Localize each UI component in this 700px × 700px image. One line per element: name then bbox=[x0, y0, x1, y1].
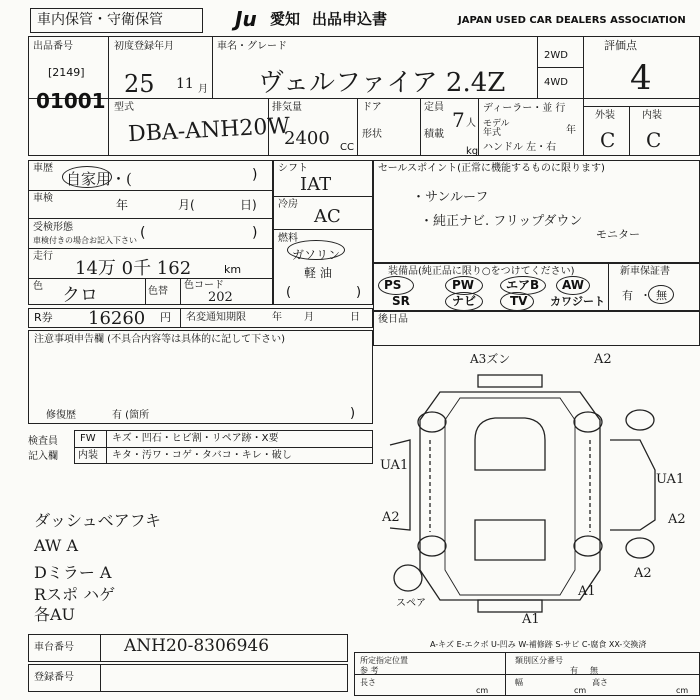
caution-label: 注意事項申告欄 (不具合内容等は具体的に記して下さい) bbox=[34, 334, 285, 345]
fuel-gasoline: ガソリン bbox=[292, 248, 341, 262]
capacity-unit: 人 bbox=[466, 118, 476, 129]
load-label: 積載 bbox=[424, 129, 444, 140]
reg-date-label: 初度登録年月 bbox=[114, 41, 174, 52]
length-label: 長さ bbox=[360, 678, 376, 687]
diagram-label-ua1-right: UA1 bbox=[656, 472, 685, 487]
warranty-yes: 有 bbox=[622, 289, 633, 302]
width-label: 幅 bbox=[515, 678, 523, 687]
fw-label: FW bbox=[80, 433, 96, 444]
interior-label: 内装 bbox=[642, 110, 662, 121]
diagram-label-a2-top: A2 bbox=[594, 352, 612, 367]
model-label: 車名・グレード bbox=[217, 41, 287, 52]
ju-logo: Ju bbox=[235, 7, 257, 31]
form-title: 出品申込書 bbox=[312, 10, 388, 28]
diagram-label-front: A3ズン bbox=[470, 352, 511, 366]
reg-year: 25 bbox=[124, 70, 155, 98]
diagram-label-a1-bottom: A1 bbox=[522, 612, 540, 627]
association-name: JAPAN USED CAR DEALERS ASSOCIATION bbox=[458, 15, 686, 26]
width-unit: cm bbox=[574, 686, 587, 695]
displacement-unit: CC bbox=[340, 142, 354, 153]
displacement-label: 排気量 bbox=[272, 102, 302, 113]
recycle-unit: 円 bbox=[160, 311, 171, 324]
warranty-no: 無 bbox=[656, 289, 667, 302]
later-items-label: 後日品 bbox=[378, 314, 408, 325]
type-label: 型式 bbox=[114, 102, 134, 113]
color-code-value: 202 bbox=[208, 290, 233, 305]
note-spoiler: Rスポ ハゲ bbox=[34, 585, 116, 604]
assoc-prefecture: 愛知 bbox=[270, 10, 301, 28]
class-label: 類別区分番号 bbox=[515, 656, 563, 665]
lot-sub: [2149] bbox=[48, 66, 85, 79]
inspection-year: 年 bbox=[116, 198, 129, 212]
equip-tv: TV bbox=[510, 294, 528, 308]
history-close: ) bbox=[252, 167, 258, 183]
sales-line-1: ・サンルーフ bbox=[412, 190, 489, 205]
class-no: 無 bbox=[590, 666, 598, 675]
handle-label: ハンドル 左・右 bbox=[483, 142, 557, 153]
inspection-day: 日) bbox=[240, 198, 257, 212]
ac-value: AC bbox=[314, 206, 341, 227]
interior-check-items: キタ・汚ワ・コゲ・タバコ・キレ・破し bbox=[112, 450, 292, 461]
color-change-label: 色替 bbox=[148, 286, 168, 297]
equip-pw: PW bbox=[452, 278, 475, 292]
color-label: 色 bbox=[33, 281, 43, 292]
fw-items: キズ・凹石・ヒビ割・リペア跡・X要 bbox=[112, 433, 279, 444]
shift-value: IAT bbox=[300, 174, 332, 195]
length-unit: cm bbox=[476, 686, 489, 695]
score-label: 評価点 bbox=[604, 39, 637, 52]
chassis-number: ANH20-8306946 bbox=[124, 636, 270, 656]
fuel-diesel: 軽 油 bbox=[304, 266, 332, 280]
shift-label: シフト bbox=[278, 163, 308, 174]
diagram-label-a2-right: A2 bbox=[668, 512, 686, 527]
note-dashboard: ダッシュベアフキ bbox=[34, 511, 162, 530]
equip-navi: ナビ bbox=[452, 294, 477, 308]
receipt-open: ( bbox=[140, 225, 146, 241]
reg-month: 11 bbox=[176, 76, 194, 92]
diagram-label-a2-left: A2 bbox=[382, 510, 400, 525]
receipt-close: ) bbox=[252, 225, 258, 241]
history-label: 車歴 bbox=[33, 163, 53, 174]
mileage-value: 14万 0千 162 bbox=[75, 258, 192, 279]
displacement-value: 2400 bbox=[284, 128, 330, 149]
door-label: ドア bbox=[362, 102, 382, 113]
position-ref: 参 考 bbox=[360, 666, 379, 675]
mileage-unit: km bbox=[224, 263, 242, 276]
inspector-label: 検査員 記入欄 bbox=[28, 436, 58, 462]
diagram-label-spare: スペア bbox=[396, 598, 426, 609]
sales-line-2: ・純正ナビ. フリップダウン bbox=[420, 214, 583, 229]
fuel-other: ( bbox=[286, 285, 292, 300]
recycle-label: R券 bbox=[34, 311, 53, 324]
fuel-label: 燃料 bbox=[278, 233, 298, 244]
drive-2wd: 2WD bbox=[544, 50, 568, 61]
equip-ps: PS bbox=[384, 278, 402, 292]
name-change-day: 日 bbox=[350, 312, 360, 323]
drive-4wd: 4WD bbox=[544, 77, 568, 88]
mileage-label: 走行 bbox=[33, 251, 53, 262]
class-yes: 有 bbox=[570, 666, 578, 675]
warranty-sep: ・ bbox=[640, 289, 651, 302]
year-unit: 年 bbox=[566, 125, 576, 136]
diagram-label-a1-rear: A1 bbox=[578, 584, 596, 599]
sales-point-label: セールスポイント(正常に機能するものに限ります) bbox=[378, 163, 605, 174]
dealer-label: ディーラー・並 行 bbox=[483, 103, 566, 114]
repair-history-value: 有 (箇所 bbox=[112, 410, 150, 421]
inspection-label: 車検 bbox=[33, 193, 53, 204]
interior-grade: C bbox=[646, 128, 662, 152]
receipt-note: 車検付きの場合お記入下さい bbox=[33, 236, 137, 245]
equip-airbag: エアB bbox=[506, 278, 540, 292]
reg-number-row bbox=[28, 664, 348, 692]
repair-history-close: ) bbox=[350, 406, 356, 421]
fuel-other-close: ) bbox=[356, 285, 362, 300]
equipment-label: 装備品(純正品に限り○をつけてください) bbox=[388, 266, 575, 277]
sales-line-3: モニター bbox=[596, 228, 640, 241]
interior-check-label: 内装 bbox=[78, 450, 98, 461]
warranty-label: 新車保証書 bbox=[620, 266, 670, 277]
ac-label: 冷房 bbox=[278, 199, 298, 210]
repair-history-label: 修復歴 bbox=[46, 410, 76, 421]
lot-number: 01001 bbox=[36, 89, 106, 113]
diagram-label-a2-rear: A2 bbox=[634, 566, 652, 581]
exterior-label: 外装 bbox=[595, 110, 615, 121]
exterior-grade: C bbox=[600, 128, 616, 152]
shape-label: 形状 bbox=[362, 129, 382, 140]
height-unit: cm bbox=[676, 686, 689, 695]
capacity-label: 定員 bbox=[424, 102, 444, 113]
lot-label: 出品番号 bbox=[33, 41, 73, 52]
note-mirror: Dミラー A bbox=[34, 563, 112, 582]
history-value: 自家用・( bbox=[66, 170, 132, 188]
reg-number-label: 登録番号 bbox=[34, 672, 74, 683]
equip-sr: SR bbox=[392, 294, 410, 308]
capacity-value: 7 bbox=[452, 108, 465, 132]
model-year-label: モデル 年式 bbox=[483, 119, 510, 138]
inspection-month: 月( bbox=[178, 198, 195, 212]
color-value: クロ bbox=[62, 285, 98, 306]
name-change-year: 年 bbox=[272, 312, 282, 323]
position-label: 所定指定位置 bbox=[360, 656, 408, 665]
damage-legend: A-キズ E-エクボ U-凹み W-補修跡 S-サビ C-腐食 XX-交換済 bbox=[430, 640, 647, 649]
color-code-label: 色コード bbox=[184, 280, 224, 291]
score-value: 4 bbox=[630, 58, 652, 98]
name-change-month: 月 bbox=[304, 312, 314, 323]
name-change-label: 名変通知期限 bbox=[186, 312, 246, 323]
height-label: 高さ bbox=[592, 678, 608, 687]
note-au: 各AU bbox=[34, 605, 76, 624]
equip-aw: AW bbox=[562, 278, 584, 292]
storage-label: 車内保管・守衛保管 bbox=[37, 12, 163, 28]
equip-power-seat: カワジート bbox=[550, 295, 605, 308]
receipt-label: 受検形態 bbox=[33, 222, 73, 233]
diagram-label-ua1-left: UA1 bbox=[380, 458, 409, 473]
chassis-label: 車台番号 bbox=[34, 642, 74, 653]
note-aw: AW A bbox=[34, 536, 78, 555]
load-unit: kg bbox=[466, 146, 479, 157]
model-value: ヴェルファイア 2.4Z bbox=[258, 68, 506, 98]
reg-month-unit: 月 bbox=[198, 84, 208, 95]
recycle-value: 16260 bbox=[88, 308, 146, 329]
type-value: DBA-ANH20W bbox=[127, 113, 291, 148]
